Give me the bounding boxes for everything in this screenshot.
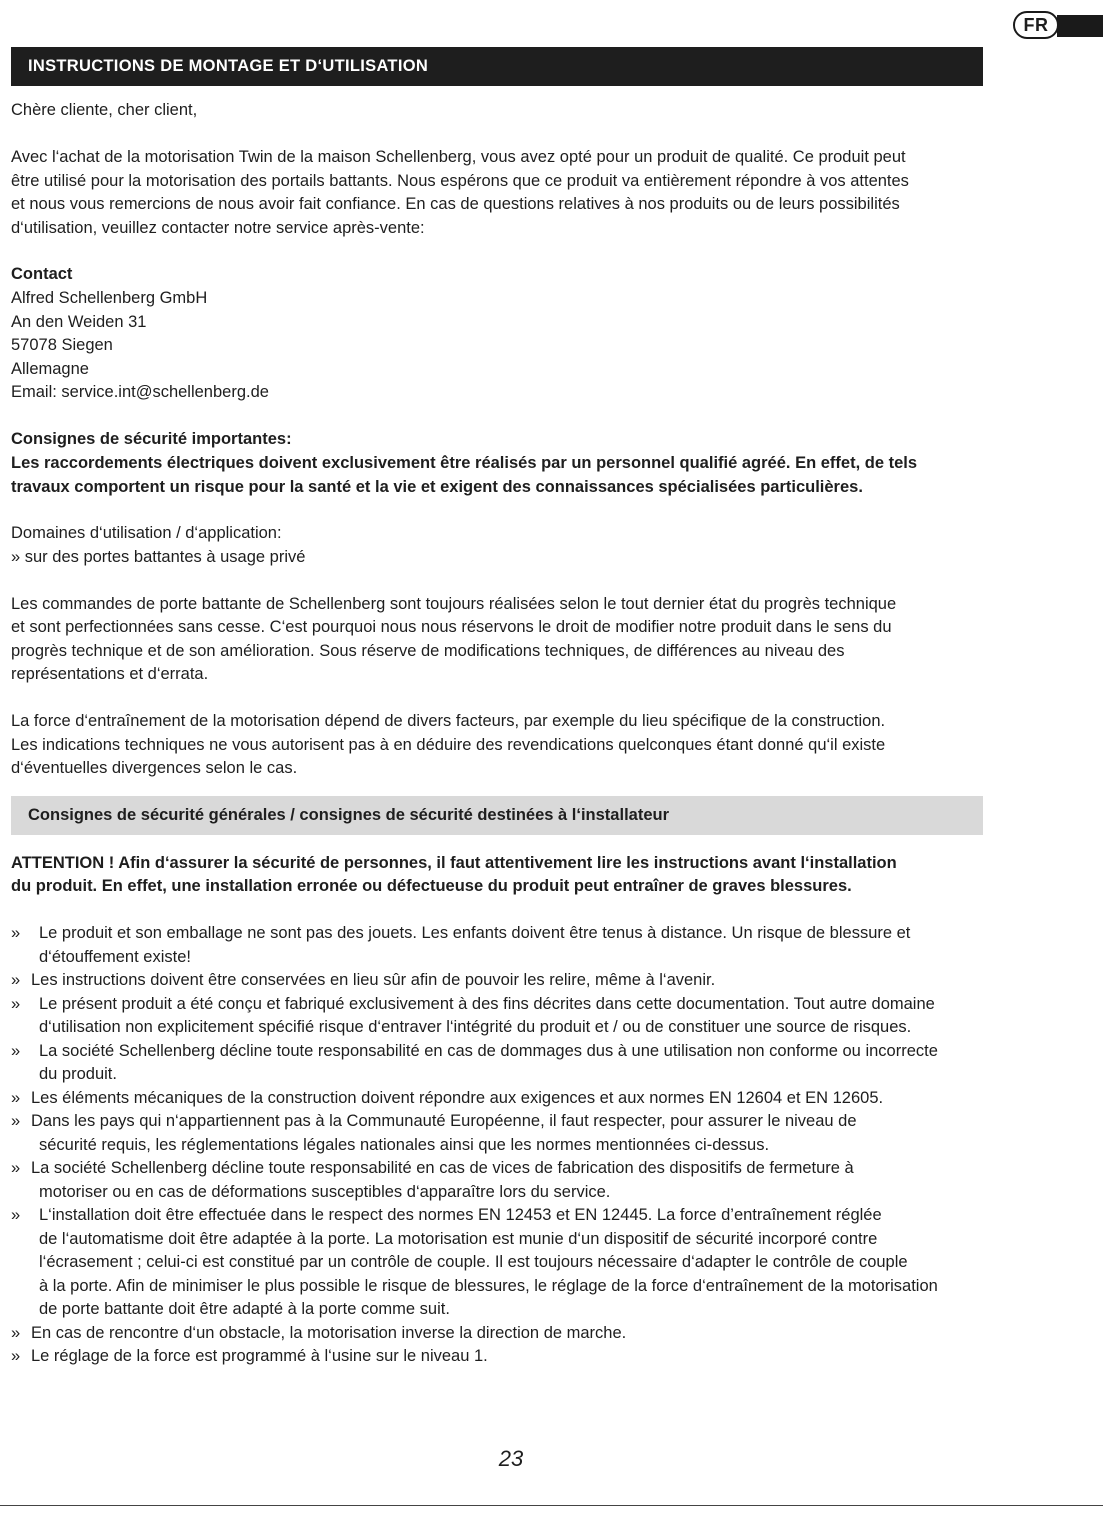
list-item — [11, 1087, 883, 1111]
bullet-mark: » — [11, 994, 21, 1013]
domains-item: » sur des portes battantes à usage privé — [11, 547, 306, 566]
contact-city: 57078 Siegen — [11, 336, 113, 354]
list-item-line: d‘étouffement existe! — [39, 947, 191, 966]
contact-street: An den Weiden 31 — [11, 312, 147, 331]
attention-line: ATTENTION ! Afin d‘assurer la sécurité de personnes, il faut attentivement lire les instructions avant l‘installation — [11, 853, 897, 872]
intro-line: être utilisé pour la motorisation des portails battants. Nous espérons que ce produit va entièrement répondre à vos attentes — [11, 171, 909, 190]
list-item — [11, 1040, 938, 1087]
list-item-line: à la porte. Afin de minimiser le plus possible le risque de blessures, le réglage de la force d‘entraînement de la motorisation — [39, 1276, 938, 1295]
contact-country: Allemagne — [11, 359, 89, 378]
list-item — [11, 1157, 854, 1204]
list-item — [11, 1322, 626, 1346]
force-line: Les indications techniques ne vous autorisent pas à en déduire des revendications quelconques étant donné qu‘il existe — [11, 735, 886, 754]
page-title-bar — [11, 47, 983, 86]
progress-line: et sont perfectionnées sans cesse. C‘est pourquoi nous nous réservons le droit de modifier notre produit dans le sens du — [11, 618, 892, 636]
intro-line: d‘utilisation, veuillez contacter notre service après-vente: — [11, 218, 425, 237]
bullet-mark: » — [11, 924, 21, 942]
language-badge — [1013, 11, 1103, 41]
bullet-mark: » — [11, 1159, 21, 1177]
list-item-line: Le présent produit a été conçu et fabriqué exclusivement à des fins décrites dans cette documentation. Tout autre domaine — [39, 994, 935, 1013]
bullet-mark: » — [11, 1206, 21, 1224]
list-item-line: La société Schellenberg décline toute responsabilité en cas de dommages dus à une utilisation non conforme ou incorrecte — [39, 1041, 938, 1060]
force-line: d‘éventuelles divergences selon le cas. — [11, 759, 298, 777]
contact-company: Alfred Schellenberg GmbH — [11, 289, 208, 307]
section-heading: Consignes de sécurité générales / consignes de sécurité destinées à l‘installateur — [28, 806, 669, 824]
page-number: 23 — [498, 1446, 524, 1471]
safety-important-heading: Consignes de sécurité importantes: — [11, 430, 292, 448]
list-item-line: de porte battante doit être adapté à la porte comme suit. — [39, 1300, 450, 1318]
page-title: INSTRUCTIONS DE MONTAGE ET D‘UTILISATION — [28, 57, 429, 75]
language-code: FR — [1013, 11, 1059, 39]
intro-line: et nous vous remercions de nous avoir fait confiance. En cas de questions relatives à nos produits ou de leurs possibilités — [11, 195, 900, 213]
progress-line: progrès technique et de son amélioration. Sous réserve de modifications techniques, de différences au niveau des — [11, 641, 845, 660]
list-item-line: Le réglage de la force est programmé à l‘usine sur le niveau 1. — [31, 1347, 488, 1365]
list-item-line: Les éléments mécaniques de la construction doivent répondre aux exigences et aux normes EN 12604 et EN 12605. — [31, 1088, 884, 1107]
section-heading-bar — [11, 796, 983, 835]
contact-heading: Contact — [11, 265, 73, 283]
bottom-rule — [0, 1505, 1103, 1506]
domains-heading: Domaines d‘utilisation / d‘application: — [11, 524, 282, 542]
list-item-line: Les instructions doivent être conservées en lieu sûr afin de pouvoir les relire, même à l‘avenir. — [31, 971, 716, 989]
bullet-mark: » — [11, 1088, 21, 1107]
list-item — [11, 1204, 938, 1322]
list-item-line: d‘utilisation non explicitement spécifié risque d‘entraver l‘intégrité du produit et / ou de constituer une source de risques. — [39, 1018, 912, 1036]
list-item — [11, 993, 935, 1040]
attention-line: du produit. En effet, une installation erronée ou défectueuse du produit peut entraîner de graves blessures. — [11, 877, 852, 895]
intro-line: Avec l‘achat de la motorisation Twin de la maison Schellenberg, vous avez opté pour un produit de qualité. Ce produit peut — [11, 148, 906, 166]
list-item-line: Dans les pays qui n‘appartiennent pas à la Communauté Européenne, il faut respecter, pour assurer le niveau de — [31, 1112, 857, 1130]
list-item-line: La société Schellenberg décline toute responsabilité en cas de vices de fabrication des dispositifs de fermeture à — [31, 1159, 854, 1177]
list-item-line: Le produit et son emballage ne sont pas des jouets. Les enfants doivent être tenus à distance. Un risque de blessure et — [39, 924, 911, 942]
list-item — [11, 922, 910, 969]
contact-email: Email: service.int@schellenberg.de — [11, 383, 269, 401]
list-item-line: du produit. — [39, 1065, 117, 1083]
bullet-mark: » — [11, 971, 21, 989]
language-badge-bar — [1057, 15, 1103, 37]
progress-line: Les commandes de porte battante de Schellenberg sont toujours réalisées selon le tout dernier état du progrès technique — [11, 594, 897, 613]
list-item — [11, 1110, 857, 1157]
list-item-line: L‘installation doit être effectuée dans le respect des normes EN 12453 et EN 12445. La force d’entraînement réglée — [39, 1206, 882, 1224]
list-item-line: En cas de rencontre d‘un obstacle, la motorisation inverse la direction de marche. — [31, 1323, 627, 1342]
safety-important-line: Les raccordements électriques doivent exclusivement être réalisés par un personnel qualifié agréé. En effet, de tels — [11, 454, 918, 472]
list-item — [11, 1345, 488, 1369]
list-item-line: de l‘automatisme doit être adaptée à la porte. La motorisation est munie d‘un dispositif de sécurité incorporé contre — [39, 1229, 878, 1248]
list-item-line: sécurité requis, les réglementations légales nationales ainsi que les normes mentionnées ci-dessus. — [39, 1135, 770, 1154]
greeting: Chère cliente, cher client, — [11, 101, 198, 119]
list-item-line: motoriser ou en cas de déformations susceptibles d‘apparaître lors du service. — [39, 1182, 611, 1201]
safety-important-line: travaux comportent un risque pour la santé et la vie et exigent des connaissances spécialisées particulières. — [11, 477, 863, 496]
progress-line: représentations et d‘errata. — [11, 665, 209, 683]
bullet-mark: » — [11, 1041, 21, 1060]
bullet-mark: » — [11, 1112, 21, 1130]
list-item-line: l‘écrasement ; celui-ci est constitué par un contrôle de couple. Il est toujours nécessaire d‘adapter le contrôle de couple — [39, 1253, 908, 1271]
list-item — [11, 969, 715, 993]
force-line: La force d‘entraînement de la motorisation dépend de divers facteurs, par exemple du lieu spécifique de la construction. — [11, 712, 886, 730]
bullet-mark: » — [11, 1323, 21, 1342]
bullet-mark: » — [11, 1347, 21, 1365]
